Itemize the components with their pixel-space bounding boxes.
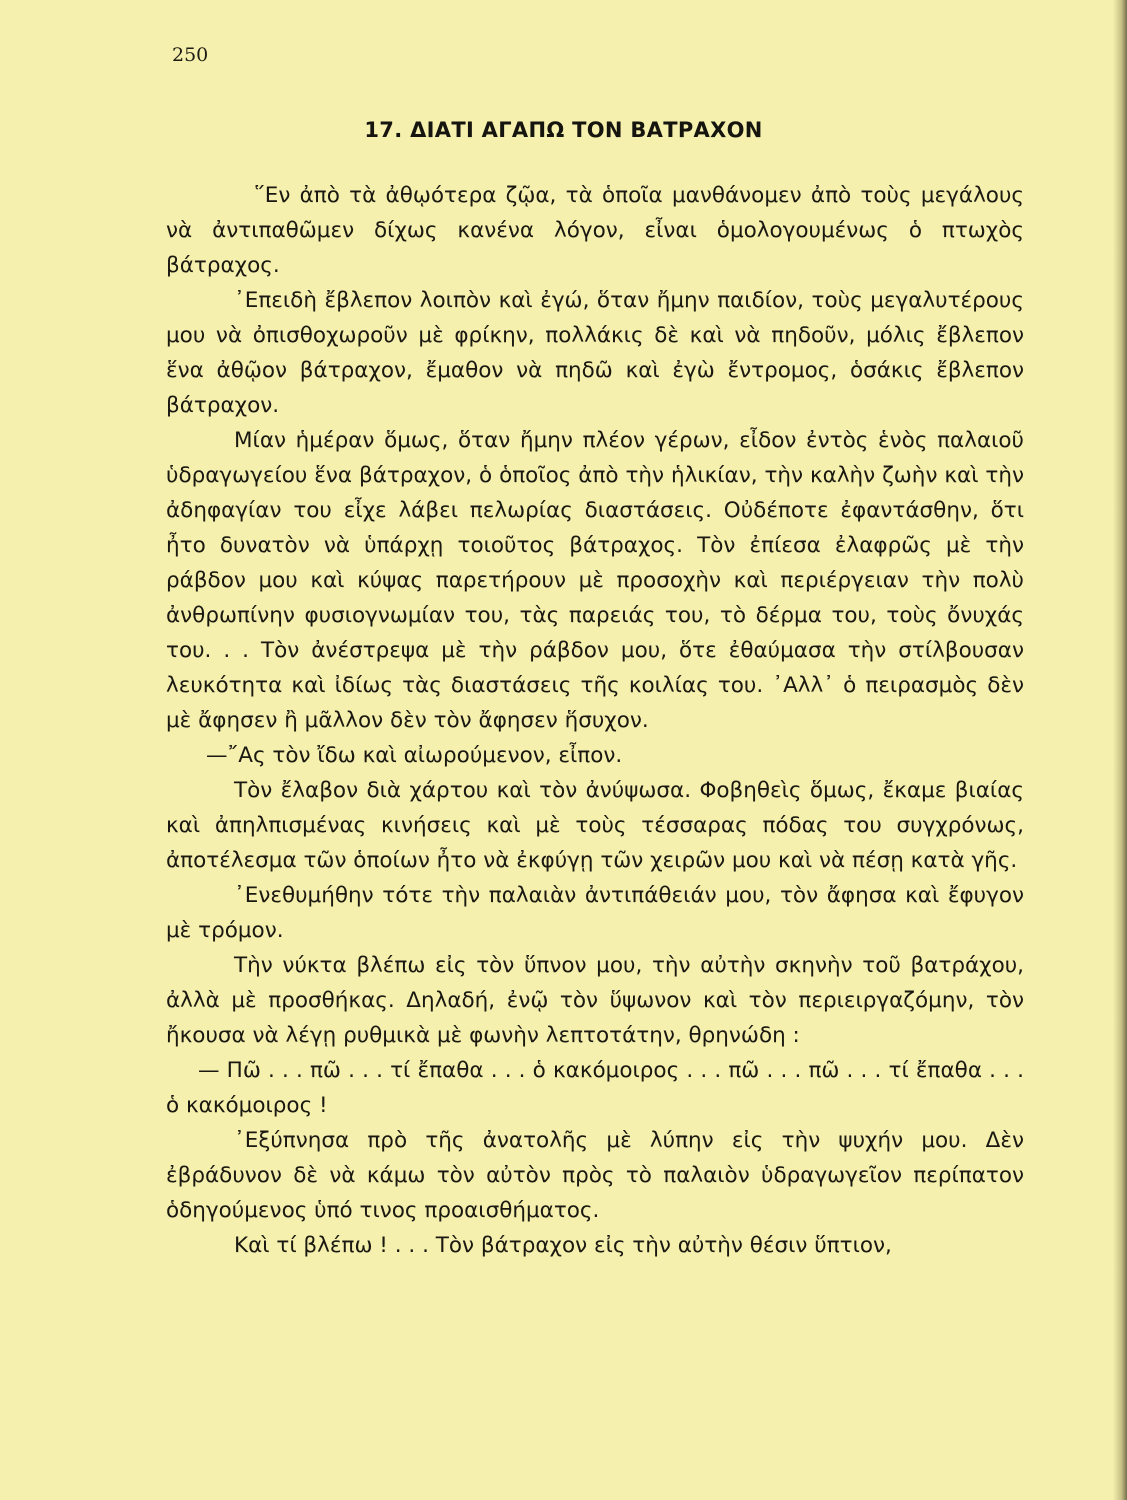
paragraph: Μίαν ἡμέραν ὅμως, ὅταν ἤμην πλέον γέρων, εἶδον ἐντὸς ἑνὸς παλαιοῦ ὑδραγωγείου ἕνα βάτραχον, ὁ ὁποῖος ἀπὸ τὴν ἡλικίαν, τὴν καλὴν ζωὴν καὶ τὴν ἀδηφαγίαν του εἶχε λάβει πελωρίας διαστάσεις. Οὐδέποτε ἐφαντάσθην, ὅτι ἦτο δυνατὸν νὰ ὑπάρχῃ τοιοῦτος βάτραχος. Τὸν ἐπίεσα ἐλαφρῶς μὲ τὴν ράβδον μου καὶ κύψας παρετήρουν μὲ προσοχὴν καὶ περιέργειαν τὴν πολὺ ἀνθρωπίνην φυσιογνωμίαν του, τὰς παρειάς του, τὸ δέρμα του, τοὺς ὄνυχάς του. . . Τὸν ἀνέστρεψα μὲ τὴν ράβδον μου, ὅτε ἐθαύμασα τὴν στίλβουσαν λευκότητα καὶ ἰδίως τὰς διαστάσεις τῆς κοιλίας του. ᾿Αλλ᾿ ὁ πειρασμὸς δὲν μὲ ἄφησεν ἢ μᾶλλον δὲν τὸν ἄφησεν ἥσυχον. [166,428,1024,733]
page-edge-shadow [1113,0,1127,1500]
paragraph: Τὸν ἔλαβον διὰ χάρτου καὶ τὸν ἀνύψωσα. Φοβηθεὶς ὅμως, ἔκαμε βιαίας καὶ ἀπηλπισμένας κινήσεις καὶ μὲ τοὺς τέσσαρας πόδας του συγχρόνως, ἀποτέλεσμα τῶν ὁποίων ἦτο νὰ ἐκφύγῃ τῶν χειρῶν μου καὶ νὰ πέσῃ κατὰ γῆς. [166,778,1024,873]
paragraph: ᾿Επειδὴ ἔβλεπον λοιπὸν καὶ ἐγώ, ὅταν ἤμην παιδίον, τοὺς μεγαλυτέρους μου νὰ ὀπισθοχωροῦν μὲ φρίκην, πολλάκις δὲ καὶ νὰ πηδοῦν, μόλις ἔβλεπον ἕνα ἀθῷον βάτραχον, ἔμαθον νὰ πηδῶ καὶ ἐγὼ ἔντρομος, ὁσάκις ἔβλεπον βάτραχον. [166,288,1024,418]
paragraph: Τὴν νύκτα βλέπω εἰς τὸν ὕπνον μου, τὴν αὐτὴν σκηνὴν τοῦ βατράχου, ἀλλὰ μὲ προσθήκας. Δηλαδή, ἐνῷ τὸν ὕψωνον καὶ τὸν περιειργαζόμην, τὸν ἤκουσα νὰ λέγῃ ρυθμικὰ μὲ φωνὴν λεπτοτάτην, θρηνώδη : [166,953,1024,1048]
page-number: 250 [172,44,209,66]
chapter-title: 17. ΔΙΑΤΙ ΑΓΑΠΩ ΤΟΝ ΒΑΤΡΑΧΟΝ [364,118,763,142]
body-text [166,178,1024,1263]
paragraph: ᾿Ενεθυμήθην τότε τὴν παλαιὰν ἀντιπάθειάν μου, τὸν ἄφησα καὶ ἔφυγον μὲ τρόμον. [166,883,1024,943]
paragraph: Καὶ τί βλέπω ! . . . Τὸν βάτραχον εἰς τὴν αὐτὴν θέσιν ὕπτιον, [234,1233,892,1258]
paragraph: —῎Ας τὸν ἴδω καὶ αἰωρούμενον, εἶπον. [206,743,623,768]
paragraph: ᾿Εξύπνησα πρὸ τῆς ἀνατολῆς μὲ λύπην εἰς τὴν ψυχήν μου. Δὲν ἐβράδυνον δὲ νὰ κάμω τὸν αὐτὸν πρὸς τὸ παλαιὸν ὑδραγωγεῖον περίπατον ὁδηγούμενος ὑπό τινος προαισθήματος. [166,1128,1024,1223]
paragraph: — Πῶ . . . πῶ . . . τί ἔπαθα . . . ὁ κακόμοιρος . . . πῶ . . . πῶ . . . τί ἔπαθα . . . ὁ κακόμοιρος ! [166,1058,1024,1118]
paragraph: ῞Εν ἀπὸ τὰ ἀθῳότερα ζῷα, τὰ ὁποῖα μανθάνομεν ἀπὸ τοὺς μεγάλους νὰ ἀντιπαθῶμεν δίχως κανένα λόγον, εἶναι ὁμολογουμένως ὁ πτωχὸς βάτραχος. [166,183,1024,278]
